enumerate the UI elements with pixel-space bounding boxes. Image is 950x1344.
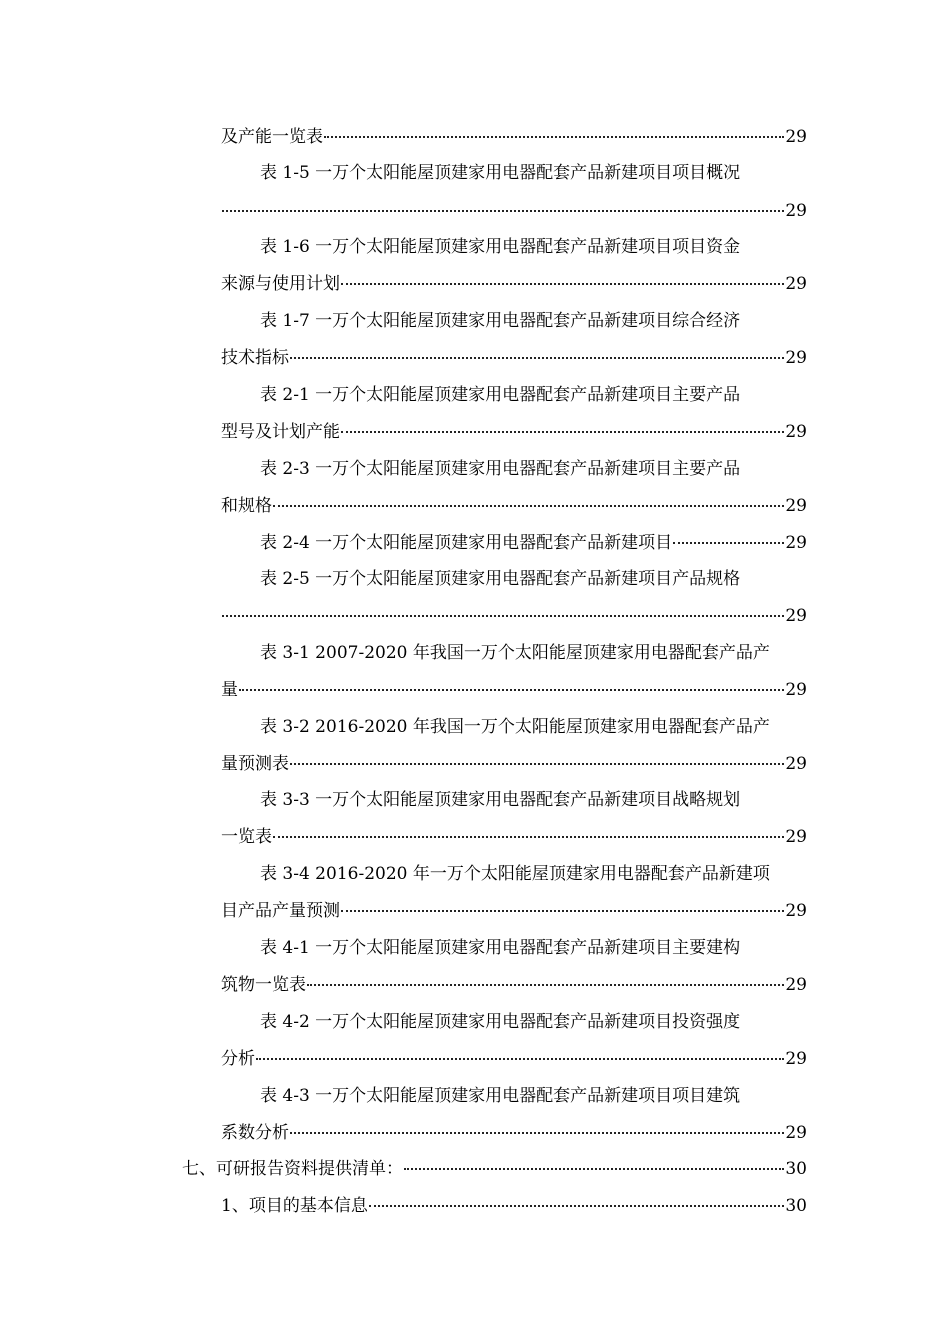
toc-entry-line[interactable] (260, 1082, 807, 1110)
dot-leader (369, 1205, 785, 1207)
dot-leader (273, 836, 784, 838)
toc-entry-line[interactable] (260, 307, 807, 335)
toc-entry-line[interactable] (260, 639, 807, 667)
toc-entry-title: 表 2-1 一万个太阳能屋顶建家用电器配套产品新建项目主要产品 (260, 385, 741, 405)
dot-leader (290, 357, 784, 359)
toc-entry-title: 表 4-3 一万个太阳能屋顶建家用电器配套产品新建项目项目建筑 (260, 1086, 741, 1106)
toc-entry-line[interactable] (260, 1008, 807, 1036)
toc-entry-line[interactable] (260, 233, 807, 261)
toc-entry[interactable] (221, 897, 807, 925)
toc-entry-title: 表 1-6 一万个太阳能屋顶建家用电器配套产品新建项目项目资金 (260, 237, 741, 257)
toc-entry-title-cont: 筑物一览表 (221, 975, 306, 995)
toc-page-number: 30 (785, 1196, 807, 1216)
toc-entry[interactable] (221, 750, 807, 778)
toc-entry-line[interactable] (260, 860, 807, 888)
toc-entry[interactable] (221, 823, 807, 851)
dot-leader (341, 283, 784, 285)
toc-page-number: 29 (785, 127, 807, 147)
toc-entry-title: 表 3-4 2016-2020 年一万个太阳能屋顶建家用电器配套产品新建项 (260, 864, 770, 884)
toc-page-number: 29 (785, 901, 807, 921)
toc-entry-title: 表 4-1 一万个太阳能屋顶建家用电器配套产品新建项目主要建构 (260, 938, 741, 958)
toc-entry-title-cont: 分析 (221, 1049, 255, 1069)
toc-entry-title: 表 2-3 一万个太阳能屋顶建家用电器配套产品新建项目主要产品 (260, 459, 741, 479)
dot-leader (324, 136, 784, 138)
toc-entry-title: 表 4-2 一万个太阳能屋顶建家用电器配套产品新建项目投资强度 (260, 1012, 741, 1032)
toc-page-number: 29 (785, 1049, 807, 1069)
toc-entry[interactable] (221, 344, 807, 372)
toc-page-number: 29 (785, 274, 807, 294)
toc-entry-title-cont: 量 (221, 680, 238, 700)
toc-entry[interactable] (221, 971, 807, 999)
toc-entry-line[interactable] (260, 159, 807, 187)
toc-entry-line[interactable] (260, 713, 807, 741)
toc-entry[interactable] (221, 1045, 807, 1073)
toc-entry-title-cont: 型号及计划产能 (221, 422, 340, 442)
toc-entry-title-cont: 目产品产量预测 (221, 901, 340, 921)
toc-entry[interactable] (221, 123, 807, 151)
toc-entry-title: 表 3-3 一万个太阳能屋顶建家用电器配套产品新建项目战略规划 (260, 790, 741, 810)
toc-page-number: 29 (785, 827, 807, 847)
toc-entry-title: 1、项目的基本信息 (221, 1196, 368, 1216)
toc-entry-title-cont: 一览表 (221, 827, 272, 847)
toc-entry-title: 表 3-1 2007-2020 年我国一万个太阳能屋顶建家用电器配套产品产 (260, 643, 770, 663)
toc-section-title: 七、可研报告资料提供清单： (182, 1159, 403, 1179)
toc-entry[interactable] (260, 529, 807, 557)
dot-leader (222, 210, 784, 212)
dot-leader (290, 1132, 784, 1134)
toc-entry-title: 表 1-7 一万个太阳能屋顶建家用电器配套产品新建项目综合经济 (260, 311, 741, 331)
dot-leader (222, 615, 784, 617)
toc-page-number: 29 (785, 606, 807, 626)
toc-entry-line[interactable] (260, 381, 807, 409)
toc-entry-title: 表 2-4 一万个太阳能屋顶建家用电器配套产品新建项目 (260, 533, 673, 553)
toc-entry[interactable] (221, 492, 807, 520)
dot-leader (404, 1168, 784, 1170)
toc-entry-line[interactable] (260, 934, 807, 962)
toc-entry-title-cont: 和规格 (221, 496, 272, 516)
dot-leader (290, 763, 784, 765)
toc-entry[interactable] (221, 676, 807, 704)
dot-leader (239, 689, 784, 691)
toc-page-number: 29 (785, 1123, 807, 1143)
dot-leader (273, 505, 784, 507)
toc-page-number: 29 (785, 680, 807, 700)
toc-page-number: 29 (785, 496, 807, 516)
toc-entry-title-cont: 量预测表 (221, 754, 289, 774)
toc-entry[interactable] (221, 1192, 807, 1220)
dot-leader (256, 1058, 784, 1060)
toc-page-number: 29 (785, 754, 807, 774)
toc-page-number: 29 (785, 975, 807, 995)
toc-page-number: 29 (785, 201, 807, 221)
dot-leader (341, 431, 784, 433)
toc-entry-line[interactable] (260, 455, 807, 483)
toc-entry-title: 表 1-5 一万个太阳能屋顶建家用电器配套产品新建项目项目概况 (260, 163, 741, 183)
toc-entry-title-cont: 系数分析 (221, 1123, 289, 1143)
toc-entry-title: 表 3-2 2016-2020 年我国一万个太阳能屋顶建家用电器配套产品产 (260, 717, 770, 737)
toc-page-number: 29 (785, 422, 807, 442)
toc-entry[interactable] (221, 602, 807, 630)
dot-leader (307, 984, 784, 986)
toc-entry[interactable] (221, 418, 807, 446)
toc-entry-title-cont: 来源与使用计划 (221, 274, 340, 294)
toc-entry-title: 及产能一览表 (221, 127, 323, 147)
toc-page-number: 30 (785, 1159, 807, 1179)
toc-entry-title-cont: 技术指标 (221, 348, 289, 368)
dot-leader (341, 910, 784, 912)
toc-page-number: 29 (785, 533, 807, 553)
toc-entry[interactable] (221, 1119, 807, 1147)
toc-entry[interactable] (221, 197, 807, 225)
toc-entry-title: 表 2-5 一万个太阳能屋顶建家用电器配套产品新建项目产品规格 (260, 569, 741, 589)
toc-entry[interactable] (221, 270, 807, 298)
toc-entry-line[interactable] (260, 786, 807, 814)
toc-page-number: 29 (785, 348, 807, 368)
dot-leader (673, 542, 784, 544)
toc-entry-line[interactable] (260, 565, 807, 593)
toc-section-entry[interactable] (182, 1155, 807, 1183)
